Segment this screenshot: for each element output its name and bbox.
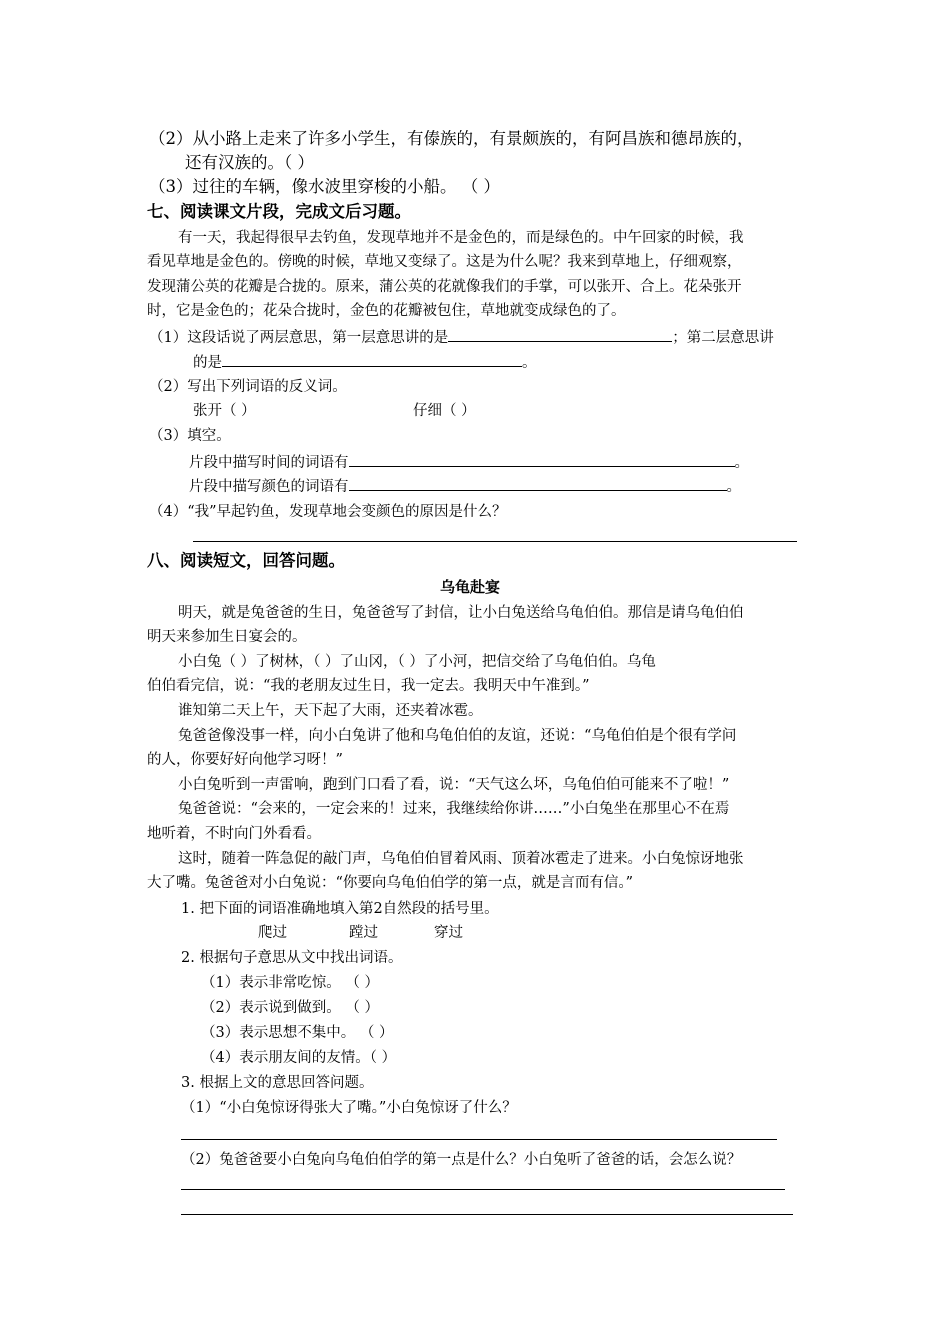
answer-line[interactable] [181, 1214, 793, 1215]
q7-sub3-color-label: 片段中描写颜色的词语有 [189, 479, 349, 495]
answer-line[interactable] [181, 1139, 777, 1140]
period: 。 [734, 455, 749, 471]
q7-passage-line: 看见草地是金色的。傍晚的时候，草地又变绿了。这是为什么呢？我来到草地上，仔细观察， [147, 254, 742, 270]
answer-line[interactable] [193, 541, 797, 542]
answer-blank[interactable] [222, 352, 522, 367]
answer-blank[interactable] [448, 327, 672, 342]
story-title: 乌龟赴宴 [440, 578, 501, 596]
q7-sub1 [149, 327, 774, 348]
period: 。 [726, 479, 741, 495]
answer-blank[interactable] [349, 452, 735, 467]
q7-sub3-time-label: 片段中描写时间的词语有 [189, 455, 349, 471]
q8-passage-line: 这时，随着一阵急促的敲门声，乌龟伯伯冒着风雨、顶着冰雹走了进来。小白兔惊讶地张 [178, 851, 744, 867]
q8-ex3-question-2: （2）兔爸爸要小白兔向乌龟伯伯学的第一点是什么？小白兔听了爸爸的话，会怎么说？ [181, 1152, 742, 1168]
section-8-heading: 八、阅读短文，回答问题。 [147, 551, 345, 570]
q8-ex2-item: （4）表示朋友间的友情。（ ） [201, 1050, 397, 1066]
q7-sub2-word1: 张开（ ） [193, 403, 256, 419]
q7-sub3-time [189, 452, 749, 473]
q8-passage-line: 明天，就是兔爸爸的生日，兔爸爸写了封信，让小白兔送给乌龟伯伯。那信是请乌龟伯伯 [178, 605, 744, 621]
q8-passage-line: 小白兔听到一声雷响，跑到门口看了看，说：“天气这么坏，乌龟伯伯可能来不了啦！” [178, 777, 730, 793]
q7-sub2: （2）写出下列词语的反义词。 [149, 379, 347, 395]
q7-sub2-word2: 仔细（ ） [413, 403, 476, 419]
q7-sub3-color [189, 476, 741, 497]
q8-ex2-item: （3）表示思想不集中。 （ ） [201, 1025, 394, 1041]
q7-sub4: （4）“我”早起钓鱼，发现草地会变颜色的原因是什么？ [149, 504, 507, 520]
q8-passage-line: 兔爸爸像没事一样，向小白兔讲了他和乌龟伯伯的友谊，还说：“乌龟伯伯是个很有学问 [178, 728, 737, 744]
q8-passage-line: 谁知第二天上午，天下起了大雨，还夹着冰雹。 [178, 703, 483, 719]
q8-exercise-2: 2. 根据句子意思从文中找出词语。 [181, 950, 403, 966]
q6-item3: （3）过往的车辆，像水波里穿梭的小船。 （ ） [149, 177, 500, 196]
word-option: 蹚过 [349, 925, 378, 941]
q8-ex2-item: （2）表示说到做到。 （ ） [201, 1000, 379, 1016]
q8-passage-line: 伯伯看完信，说：“我的老朋友过生日，我一定去。我明天中午准到。” [147, 678, 590, 694]
q8-passage-line: 明天来参加生日宴会的。 [147, 629, 307, 645]
q7-sub1-line2-prefix: 的是 [193, 355, 222, 371]
q7-passage-line: 发现蒲公英的花瓣是合拢的。原来，蒲公英的花就像我们的手掌，可以张开、合上。花朵张开 [147, 279, 742, 295]
section-7-heading: 七、阅读课文片段，完成文后习题。 [147, 202, 411, 221]
q7-passage-line: 有一天，我起得很早去钓鱼，发现草地并不是金色的，而是绿色的。中午回家的时候，我 [178, 230, 744, 246]
q8-passage-line: 的人，你要好好向他学习呀！” [147, 752, 343, 768]
q8-passage-line: 地听着，不时向门外看看。 [147, 826, 321, 842]
q6-item2-line1: （2）从小路上走来了许多小学生，有傣族的，有景颇族的，有阿昌族和德昂族的， [149, 129, 754, 148]
word-option: 穿过 [434, 925, 463, 941]
q8-ex2-item: （1）表示非常吃惊。 （ ） [201, 975, 379, 991]
q8-exercise-3: 3. 根据上文的意思回答问题。 [181, 1075, 374, 1091]
q7-sub1-line2-suffix: 。 [522, 355, 537, 371]
q7-sub1-prefix: （1）这段话说了两层意思，第一层意思讲的是 [149, 330, 449, 346]
q6-item2-line2: 还有汉族的。（ ） [185, 153, 314, 172]
q8-ex3-question-1: （1）“小白兔惊讶得张大了嘴。”小白兔惊讶了什么？ [181, 1100, 517, 1116]
q8-passage-line: 兔爸爸说：“会来的，一定会来的！过来，我继续给你讲……”小白兔坐在那里心不在焉 [178, 801, 730, 817]
q8-passage-line: 大了嘴。兔爸爸对小白兔说：“你要向乌龟伯伯学的第一点，就是言而有信。” [147, 875, 634, 891]
answer-line[interactable] [181, 1189, 785, 1190]
q7-passage-line: 时，它是金色的；花朵合拢时，金色的花瓣被包住，草地就变成绿色的了。 [147, 303, 626, 319]
q7-sub1-mid: ；第二层意思讲 [672, 330, 774, 346]
q7-sub1-line2 [193, 352, 537, 373]
q8-exercise-1: 1. 把下面的词语准确地填入第2自然段的括号里。 [181, 901, 499, 917]
word-option: 爬过 [258, 925, 287, 941]
q8-passage-line: 小白兔（ ）了树林，（ ）了山冈，（ ）了小河，把信交给了乌龟伯伯。乌龟 [178, 654, 656, 670]
answer-blank[interactable] [349, 476, 727, 491]
q7-sub3: （3）填空。 [149, 428, 231, 444]
